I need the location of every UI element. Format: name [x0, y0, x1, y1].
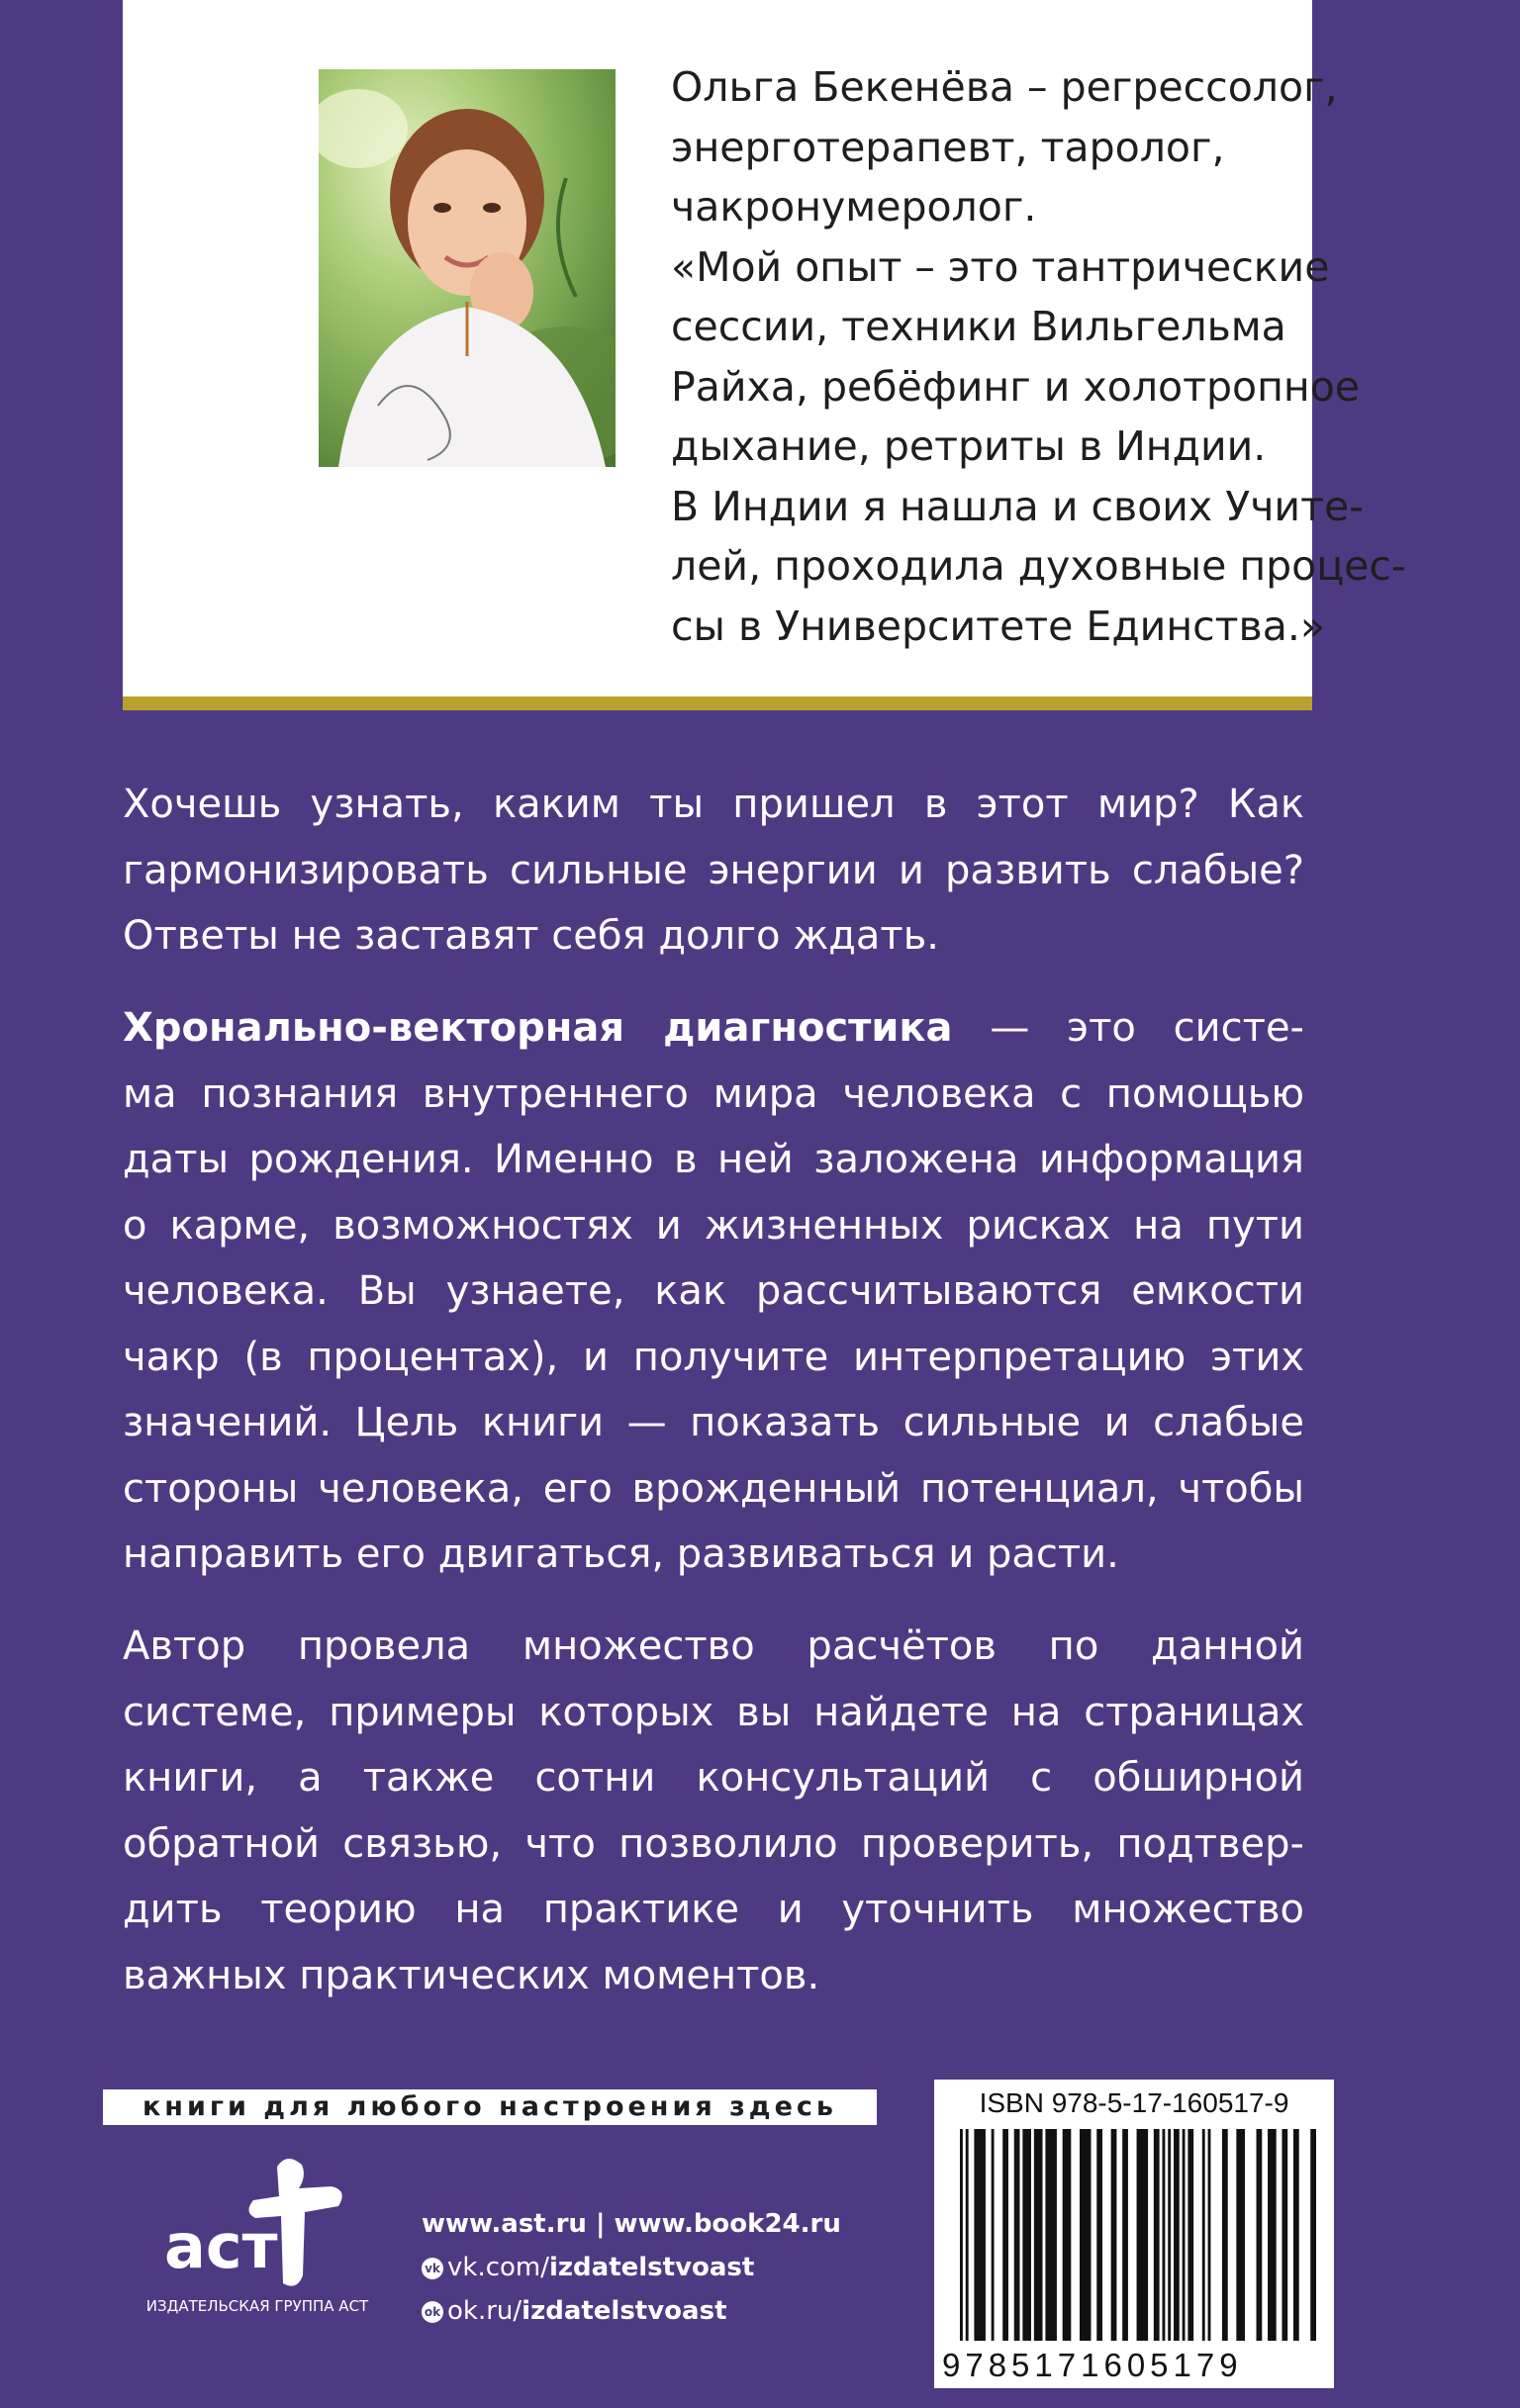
vk-handle: izdatelstvoast: [549, 2253, 755, 2282]
text-line: книги, а также сотни консультаций с обширной: [123, 1755, 1304, 1801]
barcode-bar: [1208, 2129, 1211, 2341]
text-line: обратной связью, что позволило проверить, подтвер-: [123, 1820, 1304, 1867]
text-line: гармонизировать сильные энергии и развить слабые?: [123, 847, 1304, 893]
barcode-bar: [1063, 2129, 1072, 2341]
link-book24[interactable]: www.book24.ru: [614, 2209, 841, 2239]
text-line: Автор провела множество расчётов по данной: [123, 1623, 1304, 1669]
logo-wordmark: аст: [164, 2210, 278, 2282]
bio-line: энерготерапевт, таролог,: [671, 123, 1225, 171]
barcode-bar: [1282, 2129, 1287, 2341]
barcode-bar: [1002, 2129, 1008, 2341]
bio-line: В Индии я нашла и своих Учите-: [671, 482, 1364, 530]
barcode-bar: [1022, 2129, 1031, 2341]
ok-prefix: ok.ru/: [447, 2296, 522, 2326]
text-line: важных практических моментов.: [123, 1952, 820, 1998]
author-work-paragraph: [123, 1614, 1304, 2008]
author-bio: [671, 57, 1406, 656]
barcode-bar: [1188, 2129, 1193, 2341]
barcode-bar: [1183, 2129, 1186, 2341]
barcode-bar: [1137, 2129, 1149, 2341]
main-paragraph: [123, 995, 1304, 1588]
bio-line: лей, проходила духовные процес-: [671, 542, 1406, 590]
author-photo: [319, 69, 616, 467]
isbn-text: ISBN 978-5-17-160517-9: [979, 2087, 1289, 2118]
publisher-name: ИЗДАТЕЛЬСКАЯ ГРУППА АСТ: [145, 2297, 369, 2315]
ok-handle: izdatelstvoast: [522, 2296, 727, 2326]
bio-line: Райха, ребёфинг и холотропное: [671, 362, 1361, 411]
barcode-bar: [1154, 2129, 1160, 2341]
barcode-bar: [1202, 2129, 1205, 2341]
barcode-bar: [1222, 2129, 1228, 2341]
bio-line: дыхание, ретриты в Индии.: [671, 422, 1267, 470]
slogan-bar: книги для любого настроения здесь: [103, 2089, 877, 2125]
barcode-bar: [966, 2129, 969, 2341]
barcode-bar: [1168, 2129, 1171, 2341]
bio-line: «Мой опыт – это тантрические: [671, 242, 1330, 291]
text-line: значений. Цель книги — показать сильные и слабые: [123, 1400, 1304, 1445]
barcode-bar: [1257, 2129, 1263, 2341]
ean-digits: 9785171605179: [942, 2347, 1243, 2383]
barcode-bar: [1310, 2129, 1316, 2341]
ast-logo: [129, 2147, 386, 2295]
barcode-bar: [1045, 2129, 1057, 2341]
barcode-bar: [1268, 2129, 1277, 2341]
intro-paragraph: [123, 772, 1304, 970]
text-line: дить теорию на практике и уточнить множество: [123, 1887, 1304, 1932]
bio-line: чакронумеролог.: [671, 183, 1037, 231]
text-line: о карме, возможностях и жизненных рисках на пути: [123, 1202, 1304, 1249]
barcode-bar: [1236, 2129, 1245, 2341]
text-line: Хочешь узнать, каким ты пришел в этот мир? Как: [123, 782, 1304, 827]
text-line: ма познания внутреннего мира человека с помощью: [123, 1070, 1304, 1117]
text-line: чакр (в процентах), и получите интерпретацию этих: [123, 1334, 1304, 1380]
ean-barcode: [950, 2129, 1318, 2349]
vk-icon: vk: [422, 2258, 443, 2279]
text-fragment: — это систе-: [952, 1005, 1304, 1051]
barcode-bar: [1096, 2129, 1102, 2341]
barcode-panel: [934, 2080, 1334, 2388]
bio-line: сессии, техники Вильгельма: [671, 303, 1286, 350]
barcode-bar: [1174, 2129, 1180, 2341]
link-separator: |: [586, 2209, 615, 2239]
key-term: Хронально-векторная диагностика: [123, 1005, 953, 1051]
barcode-bar: [960, 2129, 963, 2341]
text-line: Ответы не заставят себя долго ждать.: [123, 913, 940, 959]
barcode-bar: [1293, 2129, 1299, 2341]
barcode-bar: [1014, 2129, 1020, 2341]
barcode-bar: [992, 2129, 995, 2341]
barcode-bar: [1122, 2129, 1128, 2341]
barcode-bar: [1080, 2129, 1092, 2341]
publisher-links: [422, 2202, 841, 2333]
bio-line: сы в Университете Единства.»: [671, 602, 1325, 650]
website-links: [422, 2202, 841, 2246]
ok-link[interactable]: [422, 2289, 841, 2333]
link-ast[interactable]: www.ast.ru: [422, 2209, 587, 2239]
ok-icon: ok: [422, 2301, 443, 2323]
text-line: направить его двигаться, развиваться и расти.: [123, 1531, 1119, 1577]
barcode-bar: [974, 2129, 986, 2341]
accent-divider: [123, 696, 1312, 710]
text-line: стороны человека, его врожденный потенциал, чтобы: [123, 1465, 1304, 1512]
vk-prefix: vk.com/: [447, 2253, 549, 2282]
barcode-bar: [1034, 2129, 1043, 2341]
author-panel: [123, 0, 1406, 696]
text-line: даты рождения. Именно в ней заложена информация: [123, 1137, 1304, 1182]
text-line: [123, 995, 1304, 1062]
barcode-bar: [1111, 2129, 1117, 2341]
text-line: системе, примеры которых вы найдете на страницах: [123, 1689, 1304, 1735]
vk-link[interactable]: [422, 2246, 841, 2289]
text-line: человека. Вы узнаете, как рассчитываются емкости: [123, 1268, 1304, 1314]
barcode-bar: [1162, 2129, 1165, 2341]
bio-line: Ольга Бекенёва – регрессолог,: [671, 63, 1338, 111]
